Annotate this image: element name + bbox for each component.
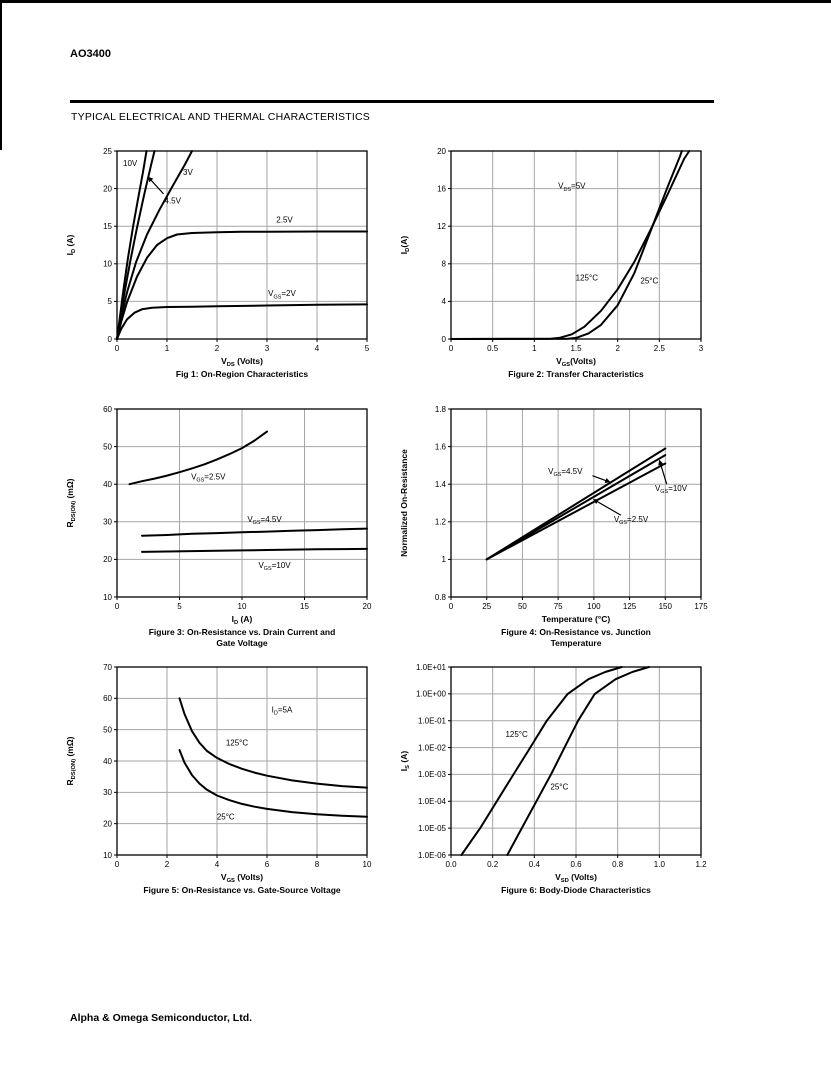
y-axis-label: $I_S$ (A) [399, 750, 412, 772]
x-tick-label: 0 [448, 344, 454, 353]
x-tick-label: 0 [114, 860, 120, 869]
y-tick-label: 60 [103, 404, 112, 414]
x-axis-label: $V_{DS}$ (Volts) [221, 356, 263, 369]
figure-6-body-diode-chart-svg [394, 659, 728, 911]
y-axis-label: $R_{DS(ON)}$ (mΩ) [65, 736, 78, 786]
figure-caption: Temperature [550, 638, 602, 648]
x-tick-label: 20 [362, 602, 372, 611]
y-tick-label: 8 [441, 259, 446, 269]
label-arrow [149, 177, 164, 194]
curve-label: 125°C [505, 729, 528, 739]
x-tick-label: 1 [164, 344, 170, 353]
curve-label: $I_D=5A$ [271, 705, 293, 717]
x-axis-label: $I_D$ (A) [231, 614, 253, 627]
x-tick-label: 125 [622, 602, 637, 611]
y-tick-label: 50 [103, 442, 112, 452]
y-tick-label: 30 [103, 788, 112, 798]
label-arrow [594, 500, 621, 516]
curve-label: $V_{GS}=4.5V$ [247, 514, 282, 526]
y-tick-label: 1.2 [434, 517, 446, 527]
page-border-top [0, 0, 831, 3]
y-tick-label: 15 [103, 222, 112, 231]
series-VGS=4.5V [142, 529, 367, 536]
series-VGS=10V [142, 549, 367, 552]
x-tick-label: 10 [237, 602, 247, 611]
figure-2-transfer-chart [394, 143, 728, 395]
curve-label: 10V [123, 159, 138, 169]
x-tick-label: 15 [300, 602, 309, 611]
figure-4-rdson-vs-temp-chart-svg [394, 401, 728, 653]
y-tick-label: 60 [103, 694, 112, 704]
x-tick-label: 3 [264, 344, 270, 353]
series-25C [180, 750, 368, 817]
curve-label: 3V [183, 168, 193, 178]
y-tick-label: 1.0E+00 [415, 689, 446, 699]
x-tick-label: 75 [553, 602, 563, 611]
series-25C [451, 151, 682, 339]
x-tick-label: 10 [362, 860, 372, 869]
y-tick-label: 10 [103, 592, 112, 602]
curve-label: $V_{GS}=2V$ [268, 289, 296, 301]
figure-6-body-diode-chart [394, 659, 728, 911]
y-tick-label: 1.6 [434, 442, 446, 452]
x-tick-label: 0.4 [528, 860, 540, 869]
x-tick-label: 0 [114, 344, 120, 353]
section-title: TYPICAL ELECTRICAL AND THERMAL CHARACTERISTICS [71, 111, 370, 123]
y-axis-label: Normalized On-Resistance [399, 449, 409, 557]
x-tick-label: 50 [517, 602, 527, 611]
y-tick-label: 10 [103, 259, 112, 269]
x-tick-label: 2 [214, 344, 220, 353]
y-tick-label: 5 [107, 297, 112, 307]
y-tick-label: 1.0E-01 [417, 716, 446, 726]
curve-label: $V_{GS}=4.5V$ [548, 466, 583, 479]
x-tick-label: 1.2 [695, 860, 707, 869]
y-tick-label: 40 [103, 756, 112, 766]
x-tick-label: 3 [698, 344, 704, 353]
figure-2-transfer-chart-svg [394, 143, 728, 395]
series-VGS=2.5V [487, 464, 666, 560]
figure-3-rdson-vs-id-chart-svg [60, 401, 394, 653]
y-axis-label: $R_{DS(ON)}$ (mΩ) [65, 478, 78, 528]
x-tick-label: 150 [658, 602, 672, 611]
curve-label: $V_{DS}=5V$ [558, 181, 586, 193]
y-tick-label: 1.0E-02 [417, 743, 446, 753]
x-tick-label: 100 [587, 602, 601, 611]
figure-5-rdson-vs-vgs-chart-svg [60, 659, 394, 911]
y-tick-label: 1.0E-03 [417, 770, 446, 780]
y-tick-label: 1.0E-06 [417, 850, 446, 860]
series-125C [451, 151, 689, 339]
figure-caption: Fig 1: On-Region Characteristics [175, 369, 309, 379]
y-tick-label: 4 [441, 297, 446, 307]
x-tick-label: 1 [532, 344, 537, 353]
charts-grid [60, 143, 728, 911]
series-VGS=2.5V [117, 232, 367, 340]
x-axis-label: $V_{SD}$ (Volts) [555, 872, 597, 885]
footer-company: Alpha & Omega Semiconductor, Ltd. [70, 1012, 253, 1024]
page-border-left [0, 0, 2, 150]
x-tick-label: 1.0 [653, 860, 665, 869]
y-tick-label: 70 [103, 662, 112, 672]
x-tick-label: 6 [264, 860, 270, 869]
curve-label: 4.5V [164, 196, 181, 206]
x-axis-label: Temperature (°C) [541, 614, 611, 624]
y-tick-label: 12 [437, 222, 446, 231]
figure-caption: Figure 2: Transfer Characteristics [508, 369, 644, 379]
x-tick-label: 2 [615, 344, 620, 353]
y-tick-label: 25 [103, 146, 112, 156]
x-tick-label: 5 [177, 602, 182, 611]
y-tick-label: 1.0E-04 [417, 797, 446, 807]
x-tick-label: 0.6 [570, 860, 582, 869]
x-tick-label: 0.8 [612, 860, 624, 869]
y-tick-label: 20 [103, 555, 112, 565]
x-tick-label: 4 [314, 344, 320, 353]
y-tick-label: 50 [103, 725, 112, 735]
y-tick-label: 1 [441, 555, 446, 565]
y-tick-label: 0 [441, 334, 446, 344]
y-tick-label: 1.4 [434, 480, 446, 489]
figure-1-on-region-chart-svg [60, 143, 394, 395]
y-tick-label: 1.8 [434, 404, 446, 414]
curve-label: 125°C [225, 738, 249, 748]
series-VGS=2.5V [130, 432, 268, 485]
curve-label: 25°C [550, 782, 569, 792]
figure-caption: Figure 4: On-Resistance vs. Junction [501, 627, 651, 637]
figure-5-rdson-vs-vgs-chart [60, 659, 394, 911]
x-tick-label: 1.5 [570, 344, 582, 353]
x-tick-label: 8 [314, 860, 320, 869]
figure-caption: Figure 5: On-Resistance vs. Gate-Source Voltage [143, 885, 341, 895]
figure-caption: Figure 3: On-Resistance vs. Drain Current and [148, 627, 336, 637]
y-tick-label: 16 [437, 184, 446, 194]
x-tick-label: 0 [448, 602, 454, 611]
x-axis-label: $V_{GS}$ (Volts) [220, 872, 264, 885]
y-tick-label: 30 [103, 517, 112, 527]
curve-label: $V_{GS}=2.5V$ [613, 514, 649, 526]
part-number: AO3400 [70, 48, 111, 60]
x-tick-label: 0.2 [487, 860, 499, 869]
figure-4-rdson-vs-temp-chart [394, 401, 728, 653]
y-tick-label: 20 [437, 146, 446, 156]
y-tick-label: 1.0E+01 [415, 662, 446, 672]
x-tick-label: 2 [164, 860, 170, 869]
x-tick-label: 25 [482, 602, 492, 611]
header-rule [70, 100, 714, 103]
y-tick-label: 0 [107, 334, 112, 344]
series-25C [507, 667, 649, 855]
curve-label: 125°C [575, 273, 598, 283]
y-tick-label: 20 [103, 819, 112, 829]
curve-label: $V_{GS}=10V$ [654, 483, 688, 495]
y-tick-label: 20 [103, 184, 112, 194]
curve-label: 25°C [216, 812, 235, 822]
figure-caption: Gate Voltage [216, 638, 268, 648]
series-VGS=3V [117, 151, 192, 339]
curve-label: 25°C [640, 276, 659, 286]
figure-1-on-region-chart [60, 143, 394, 395]
figure-3-rdson-vs-id-chart [60, 401, 394, 653]
figure-caption: Figure 6: Body-Diode Characteristics [501, 885, 651, 895]
series-VGS=2V [117, 304, 367, 339]
x-tick-label: 0.0 [445, 860, 457, 869]
label-arrow [592, 476, 609, 482]
curve-label: 2.5V [276, 215, 293, 225]
y-tick-label: 40 [103, 480, 112, 489]
curve-label: $V_{GS}=2.5V$ [191, 472, 226, 484]
y-tick-label: 10 [103, 850, 112, 860]
x-tick-label: 4 [214, 860, 220, 869]
y-tick-label: 0.8 [434, 592, 446, 602]
x-tick-label: 0 [114, 602, 120, 611]
curve-label: $V_{GS}=10V$ [258, 561, 291, 573]
x-tick-label: 0.5 [487, 344, 499, 353]
x-tick-label: 2.5 [653, 344, 665, 353]
x-tick-label: 5 [364, 344, 370, 353]
y-tick-label: 1.0E-05 [417, 823, 446, 833]
series-125C [461, 667, 621, 855]
x-tick-label: 175 [694, 602, 708, 611]
x-axis-label: $V_{GS}(Volts)$ [556, 356, 596, 369]
y-axis-label: $I_D$ (A) [65, 234, 78, 256]
y-axis-label: $I_D(A)$ [399, 235, 412, 255]
